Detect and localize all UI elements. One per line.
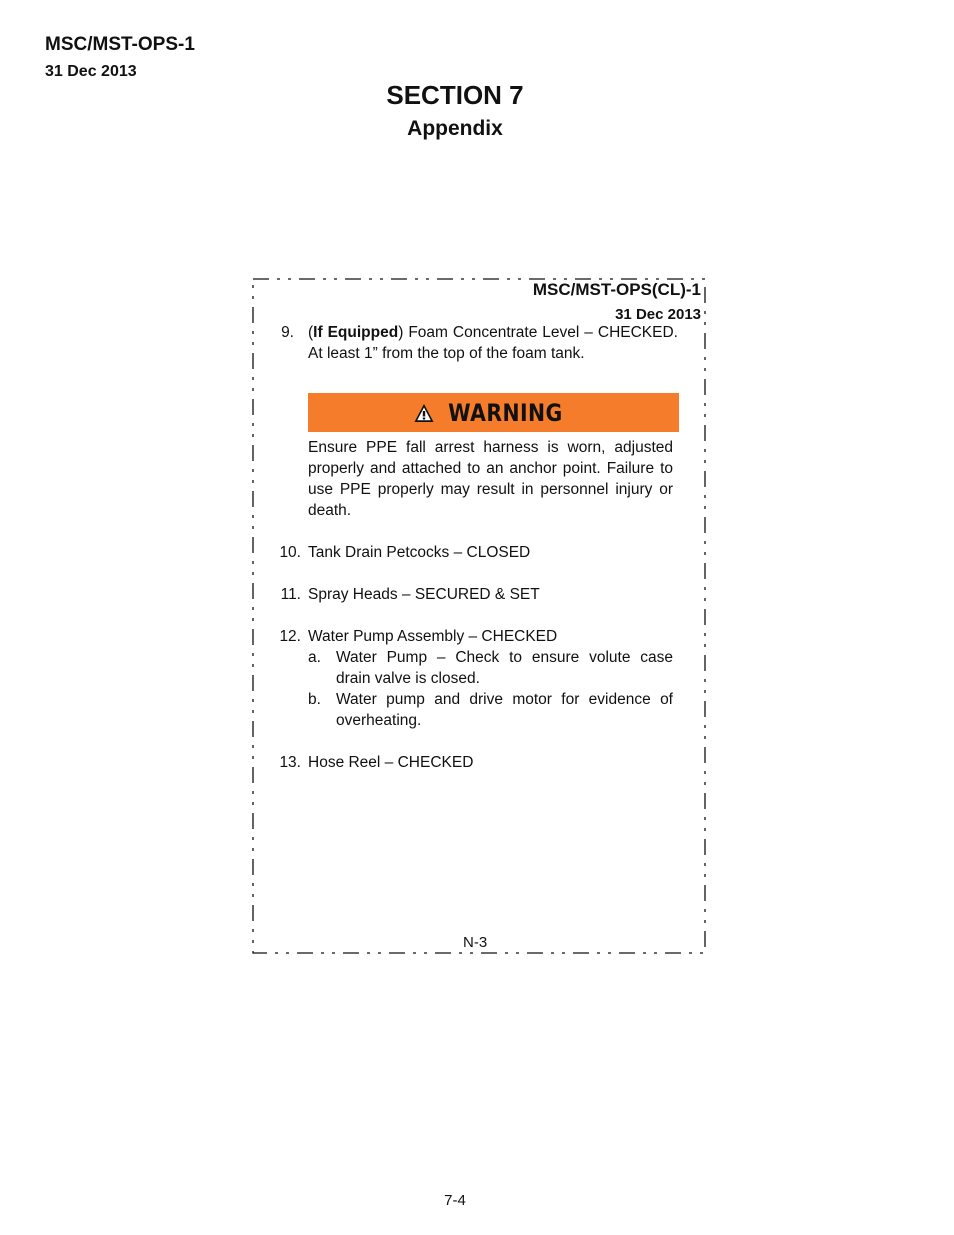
if-equipped-label: If Equipped xyxy=(313,324,399,341)
document-id: MSC/MST-OPS-1 xyxy=(45,34,195,55)
item-text: Water Pump Assembly – CHECKED xyxy=(308,628,558,645)
card-document-id: MSC/MST-OPS(CL)-1 xyxy=(532,280,701,299)
item-number: 10. xyxy=(279,544,301,561)
item-number: 13. xyxy=(279,754,301,771)
section-title: SECTION 7 xyxy=(386,80,524,110)
checklist-item-9 xyxy=(270,322,678,364)
checklist-item-13 xyxy=(270,752,678,773)
page-number: 7-4 xyxy=(444,1192,466,1209)
item-number: 9. xyxy=(281,324,294,341)
checklist-card xyxy=(252,278,706,954)
item-text: (If Equipped) Foam Concentrate Level – CHECKED. At least 1” from the top of the foam tank. xyxy=(308,324,678,362)
warning-triangle-icon xyxy=(414,403,434,423)
document-date: 31 Dec 2013 xyxy=(45,63,137,80)
checklist-subitem-b xyxy=(308,689,673,731)
checklist-item-12 xyxy=(270,626,678,647)
item-text: Hose Reel – CHECKED xyxy=(308,754,474,771)
card-page-number: N-3 xyxy=(463,934,488,951)
warning-text: Ensure PPE fall arrest harness is worn, adjusted properly and attached to an anchor point. Failure to use PPE properly may result in personnel injury or death. xyxy=(308,439,673,519)
card-border xyxy=(252,278,706,954)
checklist-item-10 xyxy=(270,542,678,563)
checklist-subitem-a xyxy=(308,647,673,689)
section-subtitle: Appendix xyxy=(407,117,503,140)
item-number: 12. xyxy=(279,628,301,645)
subitem-letter: b. xyxy=(308,691,321,708)
subitem-letter: a. xyxy=(308,649,321,666)
checklist-item-11 xyxy=(270,584,678,605)
subitem-text: Water pump and drive motor for evidence of overheating. xyxy=(336,691,673,729)
card-date: 31 Dec 2013 xyxy=(615,306,701,323)
warning-banner xyxy=(308,393,679,432)
warning-label: WARNING xyxy=(448,398,563,427)
item-text: Spray Heads – SECURED & SET xyxy=(308,586,540,603)
item-number: 11. xyxy=(280,586,301,603)
subitem-text: Water Pump – Check to ensure volute case drain valve is closed. xyxy=(336,649,673,687)
item-text: Tank Drain Petcocks – CLOSED xyxy=(308,544,531,561)
